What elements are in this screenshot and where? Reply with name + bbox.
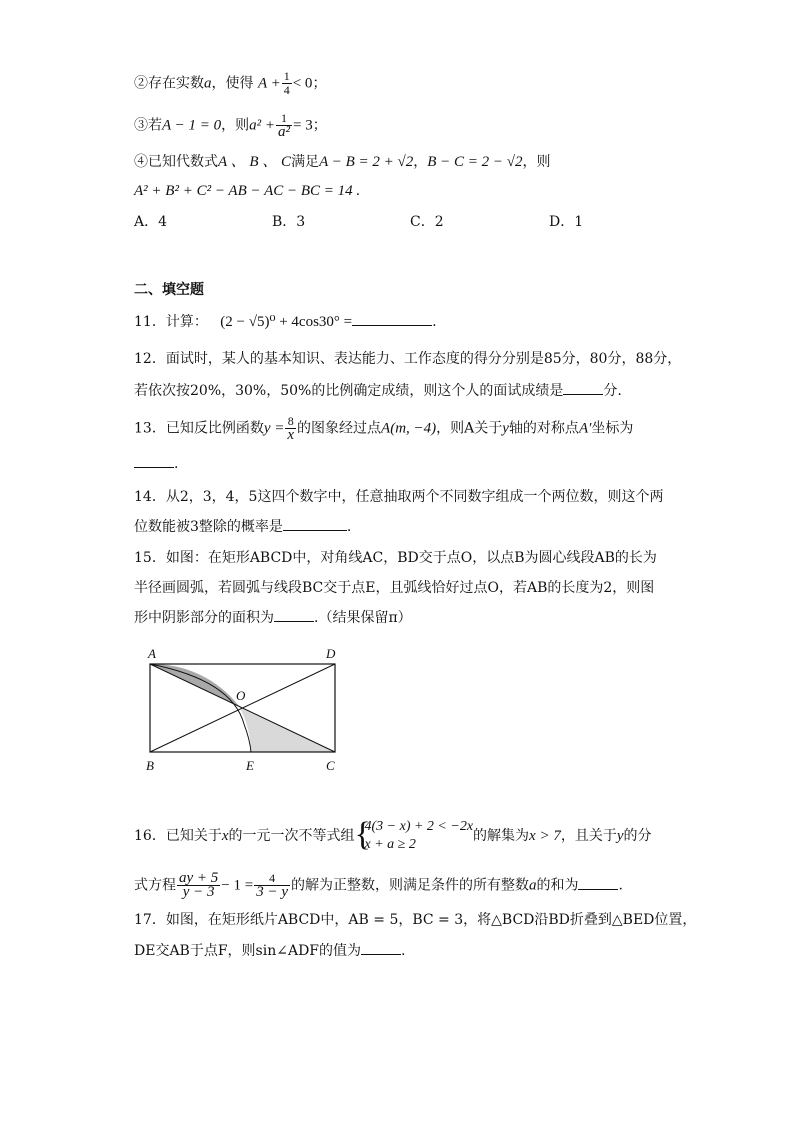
- statement-text: 已知代数式: [148, 154, 218, 170]
- option-label: B．3: [272, 214, 306, 230]
- question-12-line2: [134, 380, 622, 401]
- statement-marker: ④: [134, 154, 148, 170]
- question-text: 11．计算：: [134, 314, 208, 330]
- question-text: 位数能被3整除的概率是: [134, 519, 283, 535]
- question-text: ，且关于: [560, 828, 617, 844]
- statement-3: [134, 112, 327, 139]
- question-text: 轴的对称点: [508, 420, 579, 437]
- math-expr: (2 − √5)⁰ + 4cos30° =: [220, 314, 353, 330]
- question-text: 坐标为: [591, 420, 634, 437]
- math-var: a: [528, 877, 537, 894]
- math-expr: A(m, −4): [381, 420, 437, 437]
- math-expr: A 、 B 、 C: [218, 154, 292, 170]
- fraction-numerator: 1: [276, 112, 292, 126]
- question-text: ，则A关于: [436, 420, 503, 437]
- label-e: E: [246, 758, 254, 773]
- fraction-denominator: 3 − y: [256, 884, 288, 900]
- fraction-denominator: x: [287, 427, 295, 443]
- fraction-denominator: a²: [278, 124, 291, 140]
- statement-text: ，使得: [211, 75, 254, 92]
- fraction: [254, 872, 290, 899]
- math-expr: A² + B² + C² − AB − AC − BC = 14 .: [134, 183, 361, 199]
- question-text: 分.: [603, 383, 622, 399]
- question-14-line2: [134, 516, 351, 537]
- fraction: [276, 112, 292, 139]
- label-b: B: [146, 758, 154, 773]
- statement-marker: ②: [134, 75, 148, 92]
- question-text: 16．已知关于: [134, 828, 222, 844]
- fraction: [177, 872, 220, 899]
- label-c: C: [326, 758, 335, 773]
- statement-2: [134, 70, 326, 97]
- question-text: 的解为正整数，则满足条件的所有整数: [290, 877, 529, 894]
- answer-blank[interactable]: [134, 453, 174, 468]
- math-expr: x > 7: [529, 828, 561, 844]
- answer-blank[interactable]: [361, 940, 401, 955]
- punctuation: ，: [413, 154, 428, 170]
- option-c: [410, 212, 444, 232]
- geometry-figure: [140, 640, 350, 790]
- fraction: [282, 70, 292, 97]
- statement-text: ，则: [522, 154, 551, 170]
- answer-blank[interactable]: [352, 311, 432, 326]
- inequality-2: x + a ≥ 2: [364, 837, 416, 852]
- question-text: DE交AB于点F，则sin∠ADF的值为: [134, 943, 362, 959]
- math-var: A′: [578, 420, 592, 437]
- question-text: 的和为: [536, 877, 579, 894]
- question-text: 的分: [623, 828, 652, 844]
- label-d: D: [326, 646, 336, 661]
- question-text: 形中阴影部分的面积为: [134, 610, 274, 626]
- question-text: 的图象经过点: [297, 420, 382, 437]
- answer-blank[interactable]: [283, 516, 347, 531]
- answer-blank[interactable]: [563, 380, 603, 395]
- math-expr: B − C = 2 − √2: [427, 154, 523, 170]
- question-11: [134, 311, 437, 332]
- question-17-line2: [134, 940, 405, 961]
- option-a: [134, 212, 167, 232]
- question-17-line1: 17．如图，在矩形纸片ABCD中，AB = 5，BC = 3，将△BCD沿BD折叠到△BED位置，: [134, 912, 697, 928]
- fraction-numerator: 4: [254, 872, 290, 886]
- math-expr: < 0: [292, 75, 313, 92]
- statement-marker: ③: [134, 117, 148, 134]
- fraction-denominator: y − 3: [182, 884, 215, 900]
- question-13-line1: [134, 415, 633, 442]
- label-a: A: [148, 646, 156, 661]
- punctuation: .: [174, 456, 179, 472]
- fraction-numerator: 1: [283, 69, 290, 83]
- question-text: 式方程: [134, 877, 176, 894]
- punctuation: .: [346, 519, 352, 535]
- option-b: [272, 212, 305, 232]
- fraction-numerator: ay + 5: [179, 870, 219, 886]
- option-label: A．4: [134, 214, 168, 230]
- statement-text: 若: [148, 117, 162, 134]
- punctuation: .: [401, 943, 406, 959]
- section-title: 二、填空题: [134, 282, 204, 298]
- punctuation: ；: [312, 117, 327, 134]
- question-text: 的一元一次不等式组: [228, 828, 355, 844]
- question-15-line1: 15．如图：在矩形ABCD中，对角线AC，BD交于点O，以点B为圆心线段AB的长为: [134, 550, 657, 566]
- math-expr: A − 1 = 0: [162, 117, 222, 134]
- math-var: a: [204, 75, 212, 92]
- math-expr: A − B = 2 + √2: [319, 154, 414, 170]
- question-14-line1: 14．从2，3，4，5这四个数字中，任意抽取两个不同数字组成一个两位数，则这个两: [134, 489, 664, 505]
- question-text: .（结果保留π）: [314, 610, 412, 626]
- math-var: x: [221, 828, 229, 844]
- fraction-denominator: 4: [283, 83, 290, 97]
- punctuation: .: [618, 877, 623, 894]
- math-expr: a² +: [249, 117, 276, 134]
- fraction: [285, 415, 296, 442]
- math-expr: y =: [263, 420, 285, 437]
- label-o: O: [236, 688, 246, 703]
- question-text: 13．已知反比例函数: [134, 420, 264, 437]
- option-label: C．2: [410, 214, 444, 230]
- inequality-1: 4(3 − x) + 2 < −2x: [364, 819, 474, 834]
- math-var: y: [616, 828, 624, 844]
- answer-blank[interactable]: [274, 607, 314, 622]
- math-var: y: [502, 420, 509, 437]
- math-expr: A +: [257, 75, 281, 92]
- question-text: 若依次按20%，30%，50%的比例确定成绩，则这个人的面试成绩是: [134, 383, 564, 399]
- option-d: [549, 212, 583, 232]
- inequality-system: [355, 818, 474, 854]
- statement-text: ，则: [221, 117, 250, 134]
- brace-glyph: {: [354, 816, 371, 853]
- question-12-line1: 12．面试时，某人的基本知识、表达能力、工作态度的得分分别是85分，80分，88分，: [134, 351, 682, 367]
- question-16-line2: [134, 872, 623, 899]
- math-expr: − 1 =: [221, 877, 254, 894]
- question-13-line2: [134, 453, 178, 474]
- option-label: D．1: [549, 214, 584, 230]
- question-15-line3: [134, 607, 412, 628]
- statement-4-line2: [134, 181, 360, 201]
- question-text: 的解集为: [473, 828, 530, 844]
- punctuation: .: [432, 314, 437, 330]
- statement-text: 存在实数: [148, 75, 204, 92]
- answer-blank[interactable]: [578, 875, 618, 890]
- math-expr: = 3: [293, 117, 313, 134]
- question-15-line2: 半径画圆弧，若圆弧与线段BC交于点E，且弧线恰好过点O，若AB的长度为2，则图: [134, 580, 655, 596]
- question-16-line1: [134, 818, 652, 854]
- statement-text: 满足: [291, 154, 320, 170]
- fraction-numerator: 8: [285, 415, 296, 429]
- statement-4: [134, 152, 551, 172]
- punctuation: ；: [312, 75, 327, 92]
